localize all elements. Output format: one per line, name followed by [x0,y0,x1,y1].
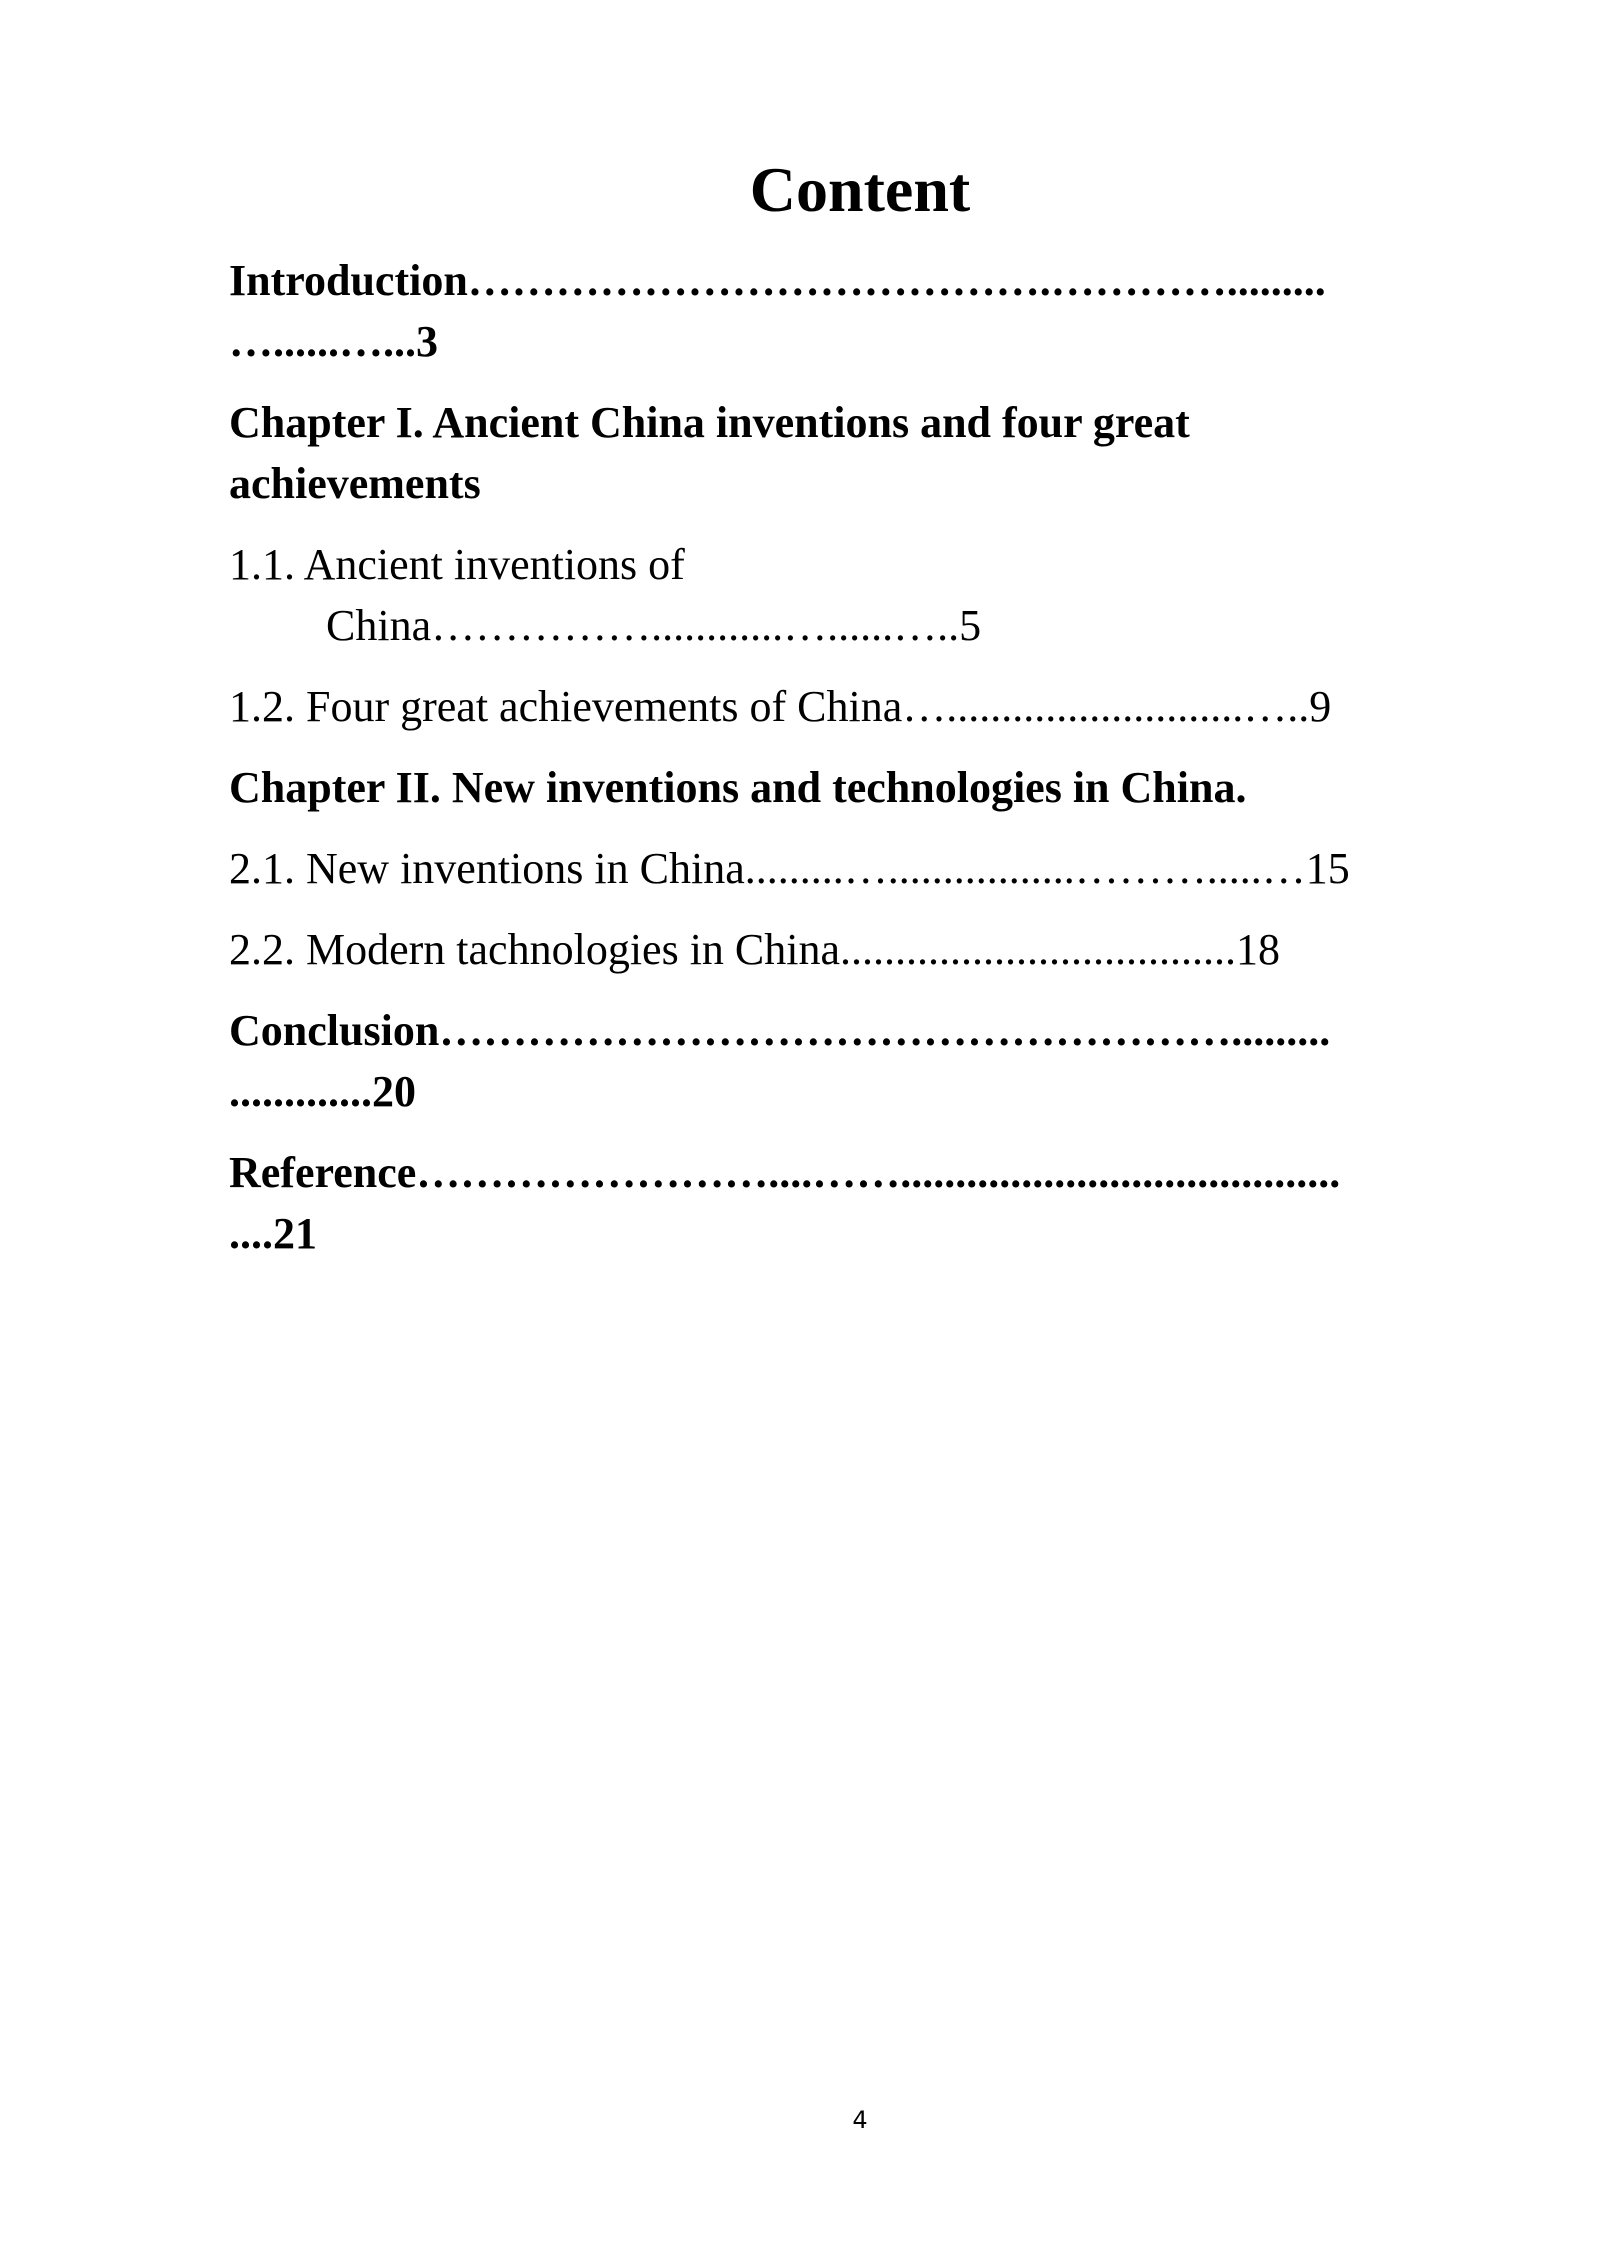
toc-entry-text: Introduction………………………………….…………......... [229,256,1326,305]
page-number: 4 [852,2106,868,2134]
toc-entry-text: Chapter I. Ancient China inventions and four great [229,398,1190,447]
toc-entry-page-ref: China……………............…......…..5 [326,601,982,650]
toc-entry-reference [229,1142,1499,1264]
toc-entry-page-ref: .............20 [229,1067,416,1116]
toc-entry-introduction [229,250,1499,372]
toc-entry-chapter-2 [229,757,1499,818]
page-title: Content [749,154,971,225]
toc-entry-chapter-1 [229,392,1499,514]
toc-entry-section-2-1 [229,838,1499,899]
toc-entry-text: Conclusion………………………………………………......... [229,1006,1331,1055]
toc-entry-section-2-2 [229,919,1499,980]
toc-entry-text: 1.1. Ancient inventions of [229,540,685,589]
table-of-contents [229,250,1499,1284]
toc-entry-section-1-2 [229,676,1499,737]
toc-entry-text: 2.2. Modern tachnologies in China....................................18 [229,925,1281,974]
toc-entry-text: Chapter II. New inventions and technologies in China. [229,763,1247,812]
toc-entry-conclusion [229,1000,1499,1122]
toc-entry-page-ref: …......…...3 [229,317,438,366]
toc-entry-text: 1.2. Four great achievements of China…...........................…..9 [229,682,1332,731]
toc-entry-text: 2.1. New inventions in China.........….................……….....…15 [229,844,1350,893]
toc-entry-section-1-1 [229,534,1499,656]
toc-entry-text: Reference……………………....……........................................ [229,1148,1341,1197]
toc-entry-page-ref: ....21 [229,1209,317,1258]
toc-entry-text-continued: achievements [229,459,481,508]
